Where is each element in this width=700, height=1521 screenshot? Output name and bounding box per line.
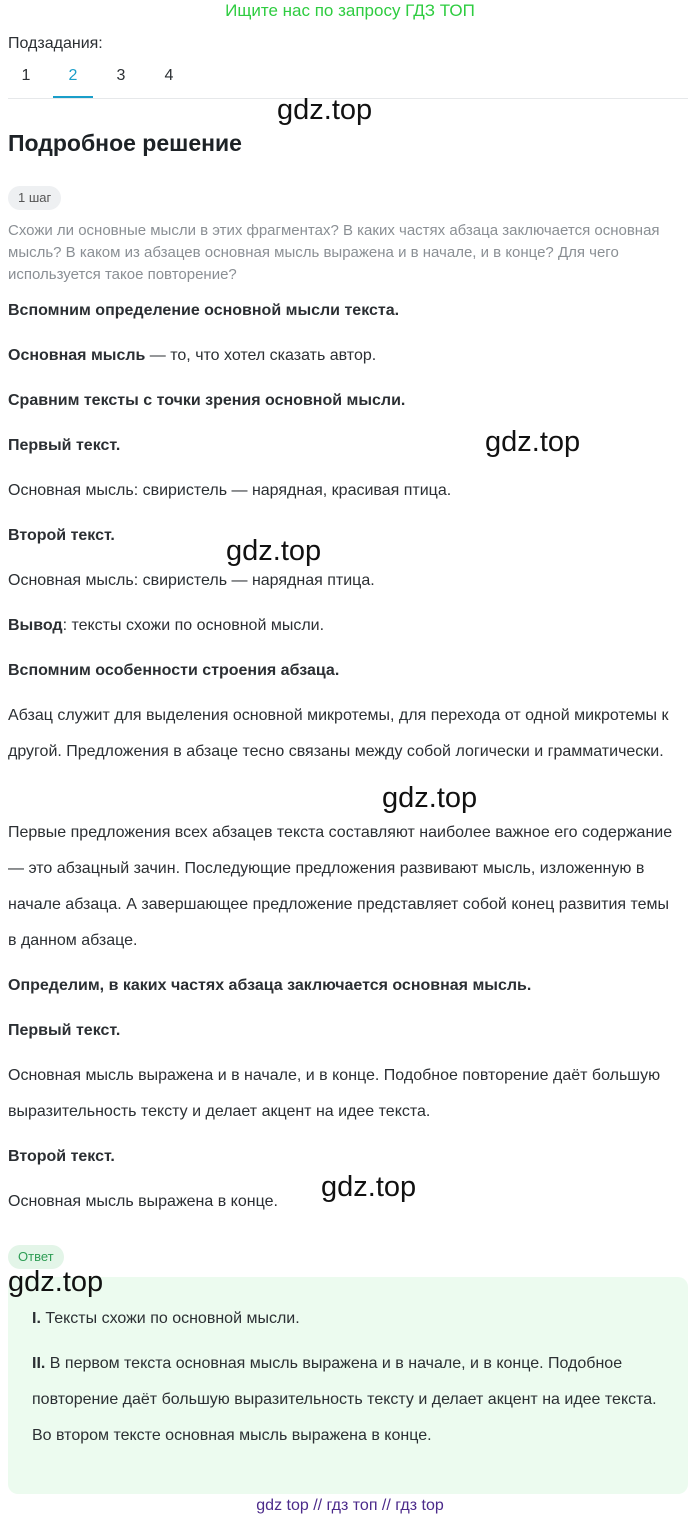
conclusion-bold: Вывод [8,617,63,634]
search-banner: Ищите нас по запросу ГДЗ ТОП [225,1,475,20]
answer-text: Тексты схожи по основной мысли. [40,1310,300,1327]
solution-paragraph: Основная мысль выражена в конце. [8,1193,278,1210]
page-title: Подробное решение [8,130,242,156]
solution-paragraph [8,338,680,374]
solution-paragraph: Второй текст. [8,1148,115,1165]
answer-box [8,1277,688,1494]
question-text: Схожи ли основные мысли в этих фрагментах? В каких частях абзаца заключается основная мысль? В каком из абзацев основная мысль выражена и в начале, и в конце? Для чего используется такое повторение? [8,222,660,283]
tab-1[interactable]: 1 [21,67,31,84]
answer-item [32,1301,662,1337]
solution-paragraph: Первые предложения всех абзацев текста составляют наиболее важное его содержание — это абзацный зачин. Последующие предложения развивают мысль, изложенную в начале абзаца. А завершающее предложение представляет собой конец развития темы в данном абзаце. [8,824,673,949]
answer-number: II. [32,1355,46,1372]
tab-4[interactable]: 4 [164,67,174,84]
subtasks-label: Подзадания: [8,35,103,52]
answer-badge: Ответ [8,1245,64,1269]
solution-paragraph: Вспомним определение основной мысли текста. [8,302,400,319]
answer-text: В первом текста основная мысль выражена и в начале, и в конце. Подобное повторение даёт большую выразительность тексту и делает акцент на идее текста. Во втором тексте основная мысль выражена в конце. [32,1355,657,1444]
tab-2[interactable]: 2 [53,62,93,98]
watermark: gdz.top [485,426,581,458]
step-badge: 1 шаг [8,186,61,210]
watermark: gdz.top [321,1171,417,1203]
solution-paragraph: Первый текст. [8,1022,121,1039]
solution-paragraph: Определим, в каких частях абзаца заключается основная мысль. [8,977,532,994]
solution-paragraph: Абзац служит для выделения основной микротемы, для перехода от одной микротемы к другой. Предложения в абзаце тесно связаны между собой логически и грамматически. [8,707,669,760]
watermark: gdz.top [8,1266,104,1298]
answer-number: I. [32,1310,41,1327]
solution-paragraph: Вспомним особенности строения абзаца. [8,662,340,679]
term-bold: Основная мысль [8,347,146,364]
solution-paragraph: Сравним тексты с точки зрения основной мысли. [8,392,406,409]
answer-item [32,1346,662,1454]
solution-paragraph: Основная мысль: свиристель — нарядная птица. [8,572,375,589]
solution-paragraph: Второй текст. [8,527,115,544]
watermark: gdz.top [226,535,322,567]
solution-paragraph [8,608,680,644]
watermark: gdz.top [382,782,478,814]
footer-links: gdz top // гдз топ // гдз top [256,1497,444,1514]
solution-paragraph: Первый текст. [8,437,121,454]
watermark: gdz.top [277,94,373,126]
solution-paragraph: Основная мысль: свиристель — нарядная, красивая птица. [8,482,452,499]
solution-paragraph: Основная мысль выражена и в начале, и в конце. Подобное повторение даёт большую выразительность тексту и делает акцент на идее текста. [8,1067,661,1120]
term-definition: — то, что хотел сказать автор. [145,347,377,364]
tab-3[interactable]: 3 [116,67,126,84]
conclusion-text: : тексты схожи по основной мысли. [62,617,325,634]
